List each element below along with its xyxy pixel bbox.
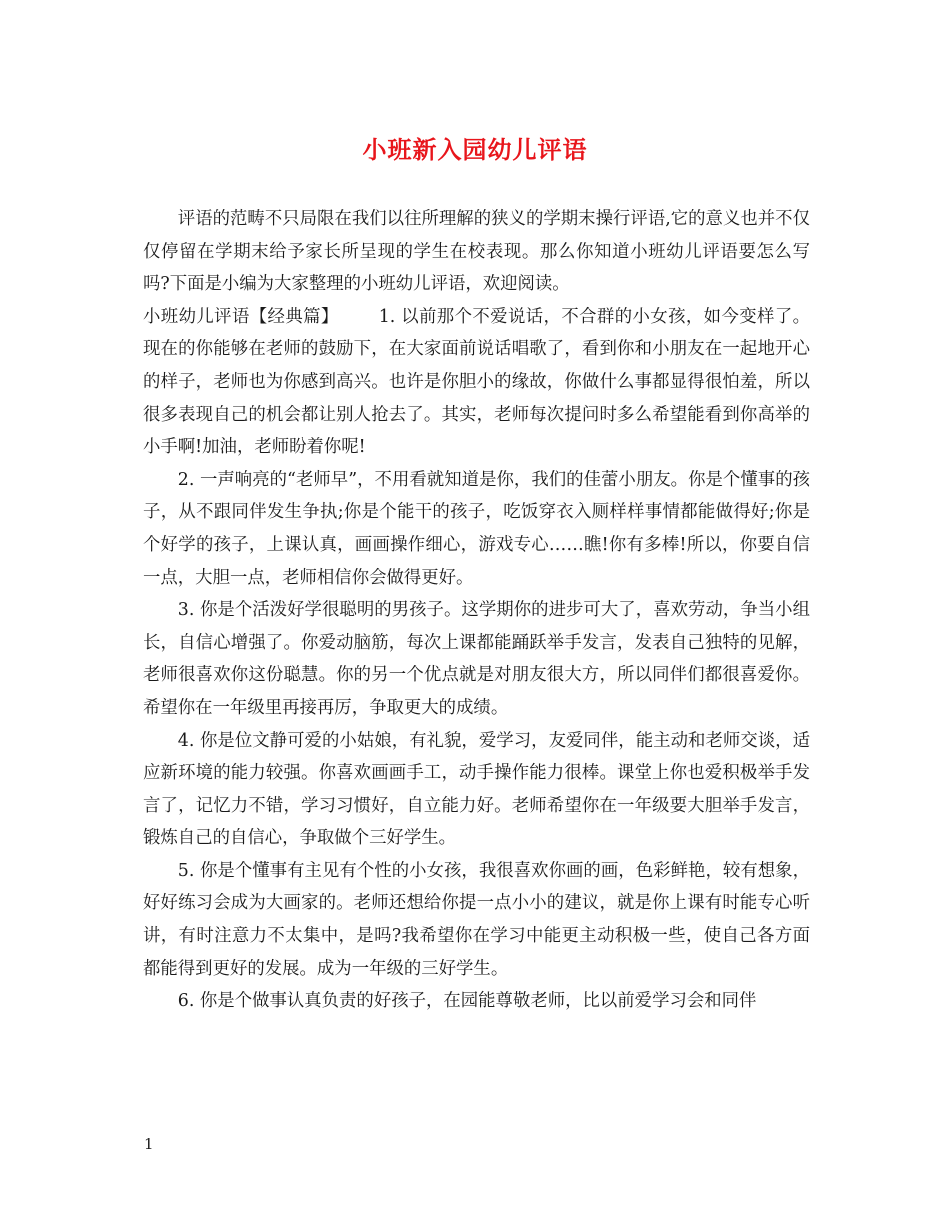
section-heading: 小班幼儿评语【经典篇】 [143, 306, 339, 327]
page-number: 1 [144, 1135, 154, 1153]
comment-item-6: 6. 你是个做事认真负责的好孩子，在园能尊敬老师，比以前爱学习会和同伴 [177, 991, 757, 1012]
comment-item-5: 5. 你是个懂事有主见有个性的小女孩，我很喜欢你画的画，色彩鲜艳，较有想象，好好练习会成为大画家的。老师还想给你提一点小小的建议，就是你上课有时能专心听讲，有时注意力不太集中，是吗?我希望你在学习中能更主动积极一些，使自己各方面都能得到更好的发展。成为一年级的三好学生。 [143, 860, 810, 979]
comment-item-2: 2. 一声响亮的“老师早”，不用看就知道是你，我们的佳蕾小朋友。你是个懂事的孩子，从不跟同伴发生争执;你是个能干的孩子，吃饭穿衣入厕样样事情都能做得好;你是个好学的孩子，上课认真，画画操作细心，游戏专心……瞧!你有多棒!所以，你要自信一点，大胆一点，老师相信你会做得更好。 [143, 469, 810, 588]
comment-item-3: 3. 你是个活泼好学很聪明的男孩子。这学期你的进步可大了，喜欢劳动，争当小组长，自信心增强了。你爱动脑筋，每次上课都能踊跃举手发言，发表自己独特的见解，老师很喜欢你这份聪慧。你的另一个优点就是对朋友很大方，所以同伴们都很喜爱你。希望你在一年级里再接再厉，争取更大的成绩。 [143, 600, 810, 718]
comment-item-4: 4. 你是位文静可爱的小姑娘，有礼貌，爱学习，友爱同伴，能主动和老师交谈，适应新环境的能力较强。你喜欢画画手工，动手操作能力很棒。课堂上你也爱积极举手发言了，记忆力不错，学习习惯好，自立能力好。老师希望你在一年级要大胆举手发言，锻炼自己的自信心，争取做个三好学生。 [143, 730, 810, 849]
intro-paragraph: 评语的范畴不只局限在我们以往所理解的狭义的学期末操行评语,它的意义也并不仅仅停留在学期末给予家长所呈现的学生在校表现。那么你知道小班幼儿评语要怎么写吗?下面是小编为大家整理的小班幼儿评语，欢迎阅读。 [143, 209, 810, 295]
document-title: 小班新入园幼儿评语 [362, 135, 588, 164]
section-first-paragraph [143, 301, 810, 464]
comment-item-1: 1. 以前那个不爱说话，不合群的小女孩，如今变样了。现在的你能够在老师的鼓励下，在大家面前说话唱歌了，看到你和小朋友在一起地开心的样子，老师也为你感到高兴。也许是你胆小的缘故，你做什么事都显得很怕羞，所以很多表现自己的机会都让别人抢去了。其实，老师每次提问时多么希望能看到你高举的小手啊!加油，老师盼着你呢! [143, 306, 810, 458]
document-body [143, 203, 810, 1018]
